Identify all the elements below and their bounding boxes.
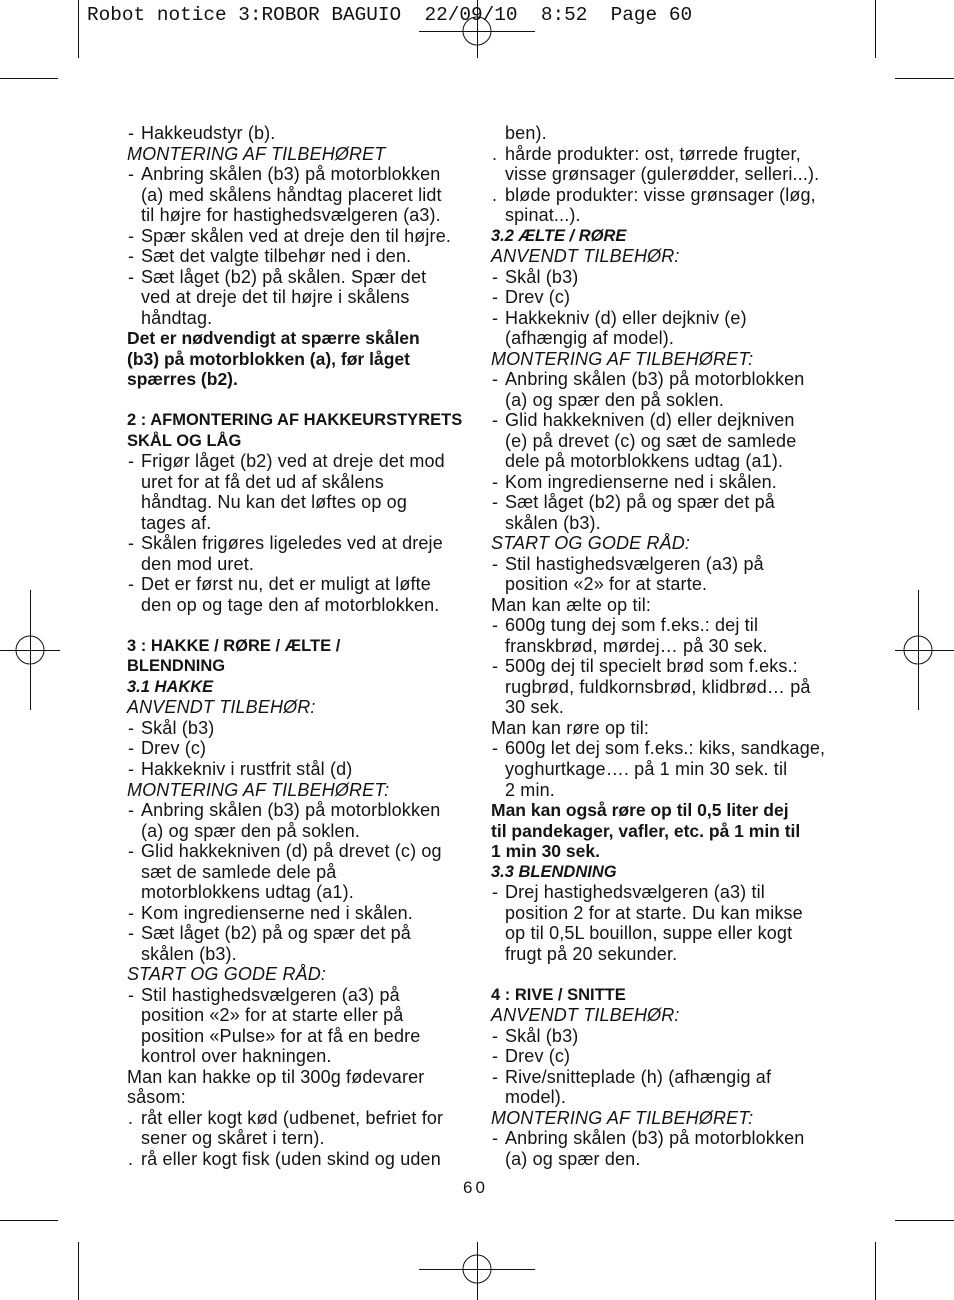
list-marker: -: [492, 615, 499, 636]
list-marker: -: [492, 266, 499, 287]
dash-list-item: [491, 308, 843, 349]
dash-list-item: [127, 164, 479, 226]
dash-list-item: [491, 738, 843, 800]
list-marker: -: [128, 738, 135, 759]
text-line: Frigør låget (b2) ved at dreje det mod: [141, 451, 445, 472]
text-line: Sæt låget (b2) på skålen. Spær det: [141, 266, 427, 287]
list-marker: -: [492, 307, 499, 328]
list-marker: -: [128, 225, 135, 246]
text-line: START OG GODE RÅD:: [127, 964, 327, 985]
text-line: Drev (c): [141, 738, 207, 759]
list-marker: .: [128, 1148, 134, 1169]
text-line: position «2» for at starte eller på: [141, 1005, 404, 1026]
text-line: uret for at få det ud af skålens: [141, 471, 384, 492]
crop-mark-bottom-left: [0, 1221, 79, 1300]
dash-list-item: [127, 123, 479, 144]
text-line: ved at dreje det til højre i skålens: [141, 287, 410, 308]
list-marker: -: [492, 738, 499, 759]
text-line: rå eller kogt fisk (uden skind og uden: [141, 1148, 441, 1169]
text-line: sener og skåret i tern).: [141, 1128, 325, 1149]
text-line: Glid hakkekniven (d) på drevet (c) og: [141, 841, 442, 862]
text-line: spinat...).: [505, 205, 581, 226]
dash-list-item: [491, 1026, 843, 1047]
list-marker: -: [492, 1066, 499, 1087]
text-line: (b3) på motorblokken (a), før låget: [127, 348, 410, 369]
text-line: den op og tage den af motorblokken.: [141, 594, 440, 615]
text-line: frugt på 20 sekunder.: [505, 943, 678, 964]
registration-mark-bottom: [419, 1242, 535, 1300]
text-line: rugbrød, fuldkornsbrød, klidbrød… på: [505, 676, 811, 697]
dash-list-item: [491, 410, 843, 472]
list-marker: -: [492, 882, 499, 903]
text-line: Sæt låget (b2) på og spær det på: [505, 492, 775, 513]
paragraph: [491, 718, 843, 739]
text-line: Sæt det valgte tilbehør ned i den.: [141, 246, 412, 267]
text-line: Anbring skålen (b3) på motorblokken: [141, 164, 441, 185]
text-line: position «2» for at starte.: [505, 574, 708, 595]
dash-list-item: [491, 554, 843, 595]
text-line: sæt de samlede dele på: [141, 861, 337, 882]
list-marker: -: [492, 1046, 499, 1067]
section-heading: [491, 985, 843, 1006]
list-marker: -: [492, 471, 499, 492]
text-line: til højre for hastighedsvælgeren (a3).: [141, 205, 441, 226]
field-label: [491, 533, 843, 554]
dash-list-item: [127, 759, 479, 780]
dash-list-item: [491, 615, 843, 656]
text-line: Det er nødvendigt at spærre skålen: [127, 328, 420, 349]
text-line: Man kan hakke op til 300g fødevarer: [127, 1066, 425, 1087]
text-line: 3 : HAKKE / RØRE / ÆLTE /: [127, 636, 341, 655]
list-marker: -: [492, 369, 499, 390]
text-line: MONTERING AF TILBEHØRET:: [491, 1107, 754, 1128]
text-line: 500g dej til specielt brød som f.eks.:: [505, 656, 798, 677]
list-marker: -: [128, 841, 135, 862]
dash-list-item: [127, 226, 479, 247]
text-line: den mod uret.: [141, 553, 255, 574]
bold-note: [127, 328, 479, 390]
list-marker: -: [128, 902, 135, 923]
text-line: motorblokkens udtag (a1).: [141, 882, 354, 903]
list-marker: -: [492, 1025, 499, 1046]
text-line: Drev (c): [505, 287, 571, 308]
dash-list-item: [491, 1046, 843, 1067]
dash-list-item: [127, 903, 479, 924]
text-line: ANVENDT TILBEHØR:: [491, 246, 680, 267]
text-line: op til 0,5L bouillon, suppe eller kogt: [505, 923, 793, 944]
text-line: MONTERING AF TILBEHØRET:: [491, 348, 754, 369]
list-marker: -: [492, 553, 499, 574]
right-column: [491, 123, 843, 1169]
text-line: 1 min 30 sek.: [491, 841, 600, 862]
dash-list-item: [127, 738, 479, 759]
text-line: Anbring skålen (b3) på motorblokken: [505, 369, 805, 390]
dash-list-item: [127, 451, 479, 533]
section-heading: [127, 410, 479, 451]
dash-list-item: [491, 882, 843, 964]
text-line: Skålen frigøres ligeledes ved at dreje: [141, 533, 443, 554]
text-line: position «Pulse» for at få en bedre: [141, 1025, 421, 1046]
text-line: 3.2 ÆLTE / RØRE: [491, 226, 627, 245]
text-line: yoghurtkage…. på 1 min 30 sek. til: [505, 758, 788, 779]
crop-mark-bottom-right: [876, 1221, 954, 1300]
text-line: håndtag.: [141, 307, 213, 328]
text-line: MONTERING AF TILBEHØRET: [127, 143, 386, 164]
list-marker: -: [128, 164, 135, 185]
list-marker: -: [128, 758, 135, 779]
text-line: (a) og spær den.: [505, 1148, 641, 1169]
text-line: (a) med skålens håndtag placeret lidt: [141, 184, 442, 205]
registration-mark-left: [0, 590, 60, 710]
text-line: ben).: [505, 123, 547, 143]
text-line: spærres (b2).: [127, 369, 238, 390]
field-label: [127, 964, 479, 985]
print-slug-header: Robot notice 3:ROBOR BAGUIO 22/09/10 8:52 Page 60: [87, 4, 693, 26]
text-line: franskbrød, mørdej… på 30 sek.: [505, 635, 768, 656]
paragraph: [127, 1067, 479, 1108]
list-marker: -: [492, 410, 499, 431]
list-marker: -: [492, 1128, 499, 1149]
text-line: Hakkekniv i rustfrit stål (d): [141, 758, 353, 779]
crop-mark-top-left: [0, 0, 79, 79]
dash-list-item: [491, 287, 843, 308]
page-number: 60: [463, 1178, 488, 1197]
text-line: SKÅL OG LÅG: [127, 431, 242, 450]
text-line: 4 : RIVE / SNITTE: [491, 985, 626, 1004]
text-line: råt eller kogt kød (udbenet, befriet for: [141, 1107, 444, 1128]
subsection-heading: [491, 226, 843, 247]
text-line: Sæt låget (b2) på og spær det på: [141, 923, 411, 944]
dash-list-item: [491, 369, 843, 410]
text-line: såsom:: [127, 1087, 186, 1108]
subsection-heading: [491, 862, 843, 883]
list-marker: -: [128, 717, 135, 738]
section-heading: [127, 636, 479, 677]
dash-list-item: [127, 841, 479, 903]
text-line: Hakkeudstyr (b).: [141, 123, 276, 143]
text-line: kontrol over hakningen.: [141, 1046, 332, 1067]
dot-list-item-continuation: [491, 123, 843, 144]
field-label: [491, 1108, 843, 1129]
text-line: Hakkekniv (d) eller dejkniv (e): [505, 307, 747, 328]
dash-list-item: [127, 985, 479, 1067]
dot-list-item: [491, 144, 843, 185]
text-line: MONTERING AF TILBEHØRET:: [127, 779, 390, 800]
text-line: Man kan også røre op til 0,5 liter dej: [491, 800, 789, 821]
field-label: [127, 780, 479, 801]
dash-list-item: [127, 533, 479, 574]
text-line: 30 sek.: [505, 697, 565, 718]
list-marker: -: [128, 574, 135, 595]
text-line: Man kan røre op til:: [491, 717, 650, 738]
text-line: Kom ingredienserne ned i skålen.: [505, 471, 777, 492]
list-marker: -: [128, 800, 135, 821]
text-line: Kom ingredienserne ned i skålen.: [141, 902, 413, 923]
text-line: Skål (b3): [141, 717, 215, 738]
text-line: (e) på drevet (c) og sæt de samlede: [505, 430, 797, 451]
dash-list-item: [127, 718, 479, 739]
text-line: Man kan ælte op til:: [491, 594, 652, 615]
text-line: Det er først nu, det er muligt at løfte: [141, 574, 431, 595]
text-line: BLENDNING: [127, 657, 226, 676]
text-line: 600g tung dej som f.eks.: dej til: [505, 615, 759, 636]
dash-list-item: [491, 1067, 843, 1108]
list-marker: .: [492, 143, 498, 164]
text-line: Stil hastighedsvælgeren (a3) på: [141, 984, 400, 1005]
text-line: tages af.: [141, 512, 212, 533]
text-line: Drev (c): [505, 1046, 571, 1067]
dash-list-item: [127, 246, 479, 267]
list-marker: -: [492, 287, 499, 308]
field-label: [491, 246, 843, 267]
text-line: Stil hastighedsvælgeren (a3) på: [505, 553, 764, 574]
list-marker: -: [492, 656, 499, 677]
list-marker: -: [128, 923, 135, 944]
list-marker: -: [128, 246, 135, 267]
text-line: 2 min.: [505, 779, 555, 800]
text-line: Rive/snitteplade (h) (afhængig af: [505, 1066, 772, 1087]
field-label: [491, 349, 843, 370]
text-line: skålen (b3).: [141, 943, 237, 964]
text-line: 2 : AFMONTERING AF HAKKEURSTYRETS: [127, 411, 463, 430]
crop-mark-top-right: [876, 0, 954, 79]
list-marker: -: [128, 451, 135, 472]
field-label: [127, 144, 479, 165]
dash-list-item: [127, 923, 479, 964]
text-line: ANVENDT TILBEHØR:: [491, 1005, 680, 1026]
text-line: dele på motorblokkens udtag (a1).: [505, 451, 784, 472]
text-line: Skål (b3): [505, 266, 579, 287]
left-column: [127, 123, 479, 1169]
text-line: Spær skålen ved at dreje den til højre.: [141, 225, 452, 246]
text-line: visse grønsager (gulerødder, selleri...).: [505, 164, 820, 185]
list-marker: -: [128, 984, 135, 1005]
dash-list-item: [127, 574, 479, 615]
text-line: Anbring skålen (b3) på motorblokken: [505, 1128, 805, 1149]
dot-list-item: [127, 1108, 479, 1149]
paragraph: [491, 595, 843, 616]
text-line: bløde produkter: visse grønsager (løg,: [505, 184, 816, 205]
text-line: til pandekager, vafler, etc. på 1 min til: [491, 820, 801, 841]
list-marker: .: [128, 1107, 134, 1128]
dash-list-item: [491, 267, 843, 288]
text-line: skålen (b3).: [505, 512, 601, 533]
bold-note: [491, 800, 843, 862]
text-line: hårde produkter: ost, tørrede frugter,: [505, 143, 801, 164]
text-line: position 2 for at starte. Du kan mikse: [505, 902, 803, 923]
text-line: håndtag. Nu kan det løftes op og: [141, 492, 407, 513]
dash-list-item: [491, 656, 843, 718]
dash-list-item: [127, 267, 479, 329]
text-line: 3.1 HAKKE: [127, 677, 214, 696]
text-line: Glid hakkekniven (d) eller dejkniven: [505, 410, 795, 431]
list-marker: -: [492, 492, 499, 513]
text-line: 3.3 BLENDNING: [491, 862, 617, 881]
text-line: Drej hastighedsvælgeren (a3) til: [505, 882, 765, 903]
dot-list-item: [491, 185, 843, 226]
dash-list-item: [491, 1128, 843, 1169]
subsection-heading: [127, 677, 479, 698]
field-label: [491, 1005, 843, 1026]
text-line: (afhængig af model).: [505, 328, 675, 349]
registration-mark-right: [895, 590, 954, 710]
text-line: ANVENDT TILBEHØR:: [127, 697, 316, 718]
text-line: START OG GODE RÅD:: [491, 533, 691, 554]
text-line: (a) og spær den på soklen.: [505, 389, 725, 410]
list-marker: -: [128, 266, 135, 287]
text-line: Anbring skålen (b3) på motorblokken: [141, 800, 441, 821]
list-marker: .: [492, 184, 498, 205]
list-marker: -: [128, 123, 135, 143]
text-line: 600g let dej som f.eks.: kiks, sandkage,: [505, 738, 826, 759]
field-label: [127, 697, 479, 718]
dash-list-item: [491, 472, 843, 493]
text-line: model).: [505, 1087, 567, 1108]
list-marker: -: [128, 533, 135, 554]
dash-list-item: [127, 800, 479, 841]
text-line: Skål (b3): [505, 1025, 579, 1046]
text-line: (a) og spær den på soklen.: [141, 820, 361, 841]
dash-list-item: [491, 492, 843, 533]
dot-list-item: [127, 1149, 479, 1170]
